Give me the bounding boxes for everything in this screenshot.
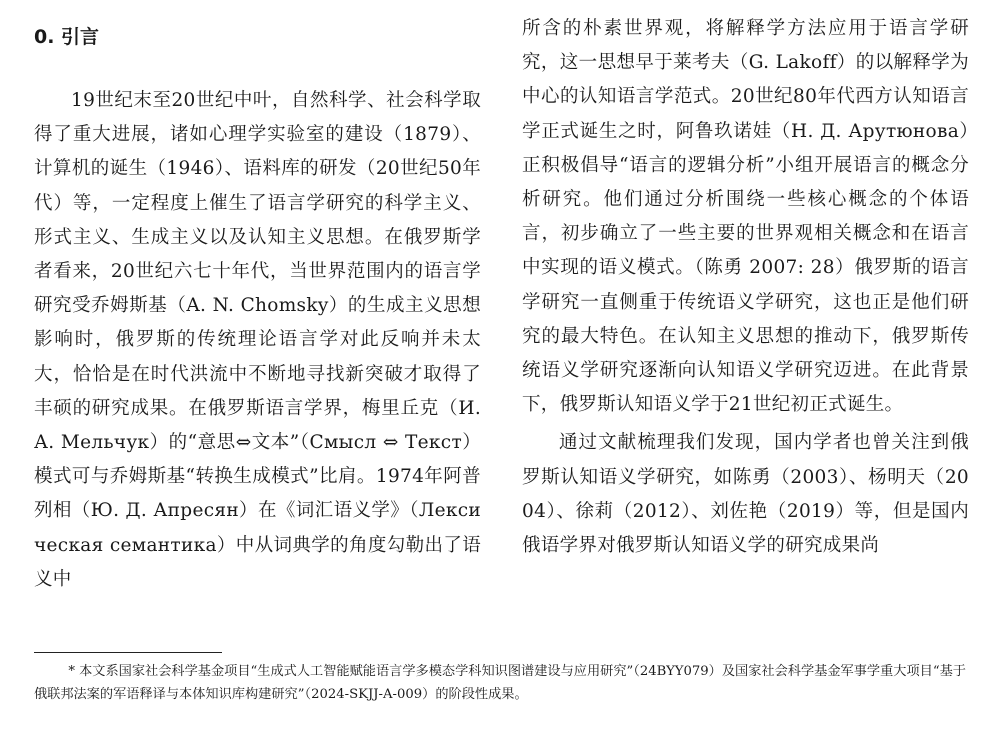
- section-heading: 0. 引言: [34, 26, 100, 48]
- footnote-divider: [34, 652, 222, 653]
- intro-paragraph-1: 19世纪末至20世纪中叶，自然科学、社会科学取得了重大进展，诸如心理学实验室的建设（1879）、计算机的诞生（1946）、语料库的研发（20世纪50年代）等，一定程度上催生了语言学研究的科学主义、形式主义、生成主义以及认知主义思想。在俄罗斯学者看来，20世纪六七十年代，当世界范围内的语言学研究受乔姆斯基（A. N. Chomsky）的生成主义思想影响时，俄罗斯的传统理论语言学对此反响并未太大，恰恰是在时代洪流中不断地寻找新突破才取得了丰硕的研究成果。在俄罗斯语言学界，梅里丘克（И. А. Мельчук）的“意思⇔文本”（Смысл ⇔ Текст）模式可与乔姆斯基“转换生成模式”比肩。1974年阿普列相（Ю. Д. Апресян）在《词汇语义学》（Лексическая семантика）中从词典学的角度勾勒出了语义中: [34, 90, 481, 590]
- intro-paragraph-1-continued: 所含的朴素世界观，将解释学方法应用于语言学研究，这一思想早于莱考夫（G. Lakoff）的以解释学为中心的认知语言学范式。20世纪80年代西方认知语言学正式诞生之时，阿鲁玖诺娃（Н. Д. Арутюнова）正积极倡导“语言的逻辑分析”小组开展语言的概念分析研究。他们通过分析围绕一些核心概念的个体语言，初步确立了一些主要的世界观相关概念和在语言中实现的语义模式。（陈勇 2007: 28）俄罗斯的语言学研究一直侧重于传统语义学研究，这也正是他们研究的最大特色。在认知主义思想的推动下，俄罗斯传统语义学研究逐渐向认知语义学研究迈进。在此背景下，俄罗斯认知语义学于21世纪初正式诞生。: [522, 18, 969, 416]
- footnote: * 本文系国家社会科学基金项目“生成式人工智能赋能语言学多模态学科知识图谱建设与应用研究”（24BYY079）及国家社会科学基金军事学重大项目“基于俄联邦法案的军语释译与本体知识库构建研究”（2024-SKJJ-A-009）的阶段性成果。: [34, 664, 966, 702]
- left-column: [34, 14, 481, 597]
- intro-paragraph-2: 通过文献梳理我们发现，国内学者也曾关注到俄罗斯认知语义学研究，如陈勇（2003）、杨明天（2004）、徐莉（2012）、刘佐艳（2019）等，但是国内俄语学界对俄罗斯认知语义学的研究成果尚: [522, 432, 969, 557]
- right-column: [522, 14, 969, 563]
